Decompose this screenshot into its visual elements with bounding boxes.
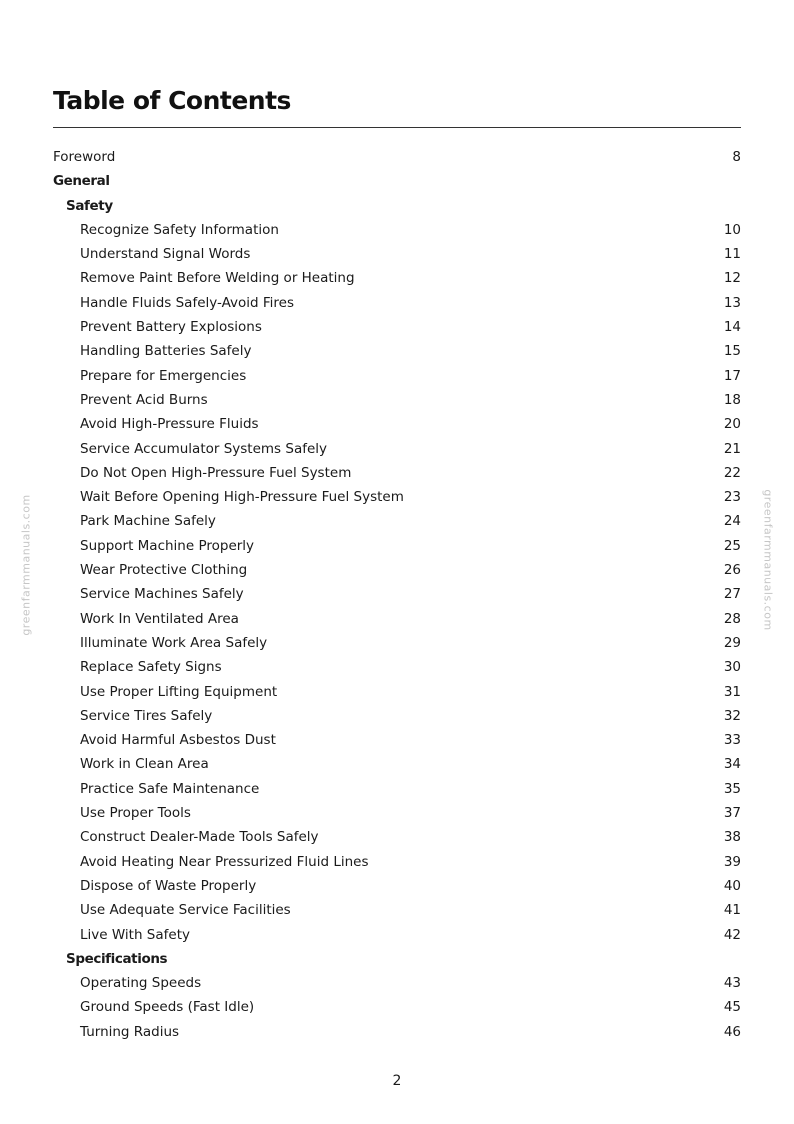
toc-heading-label: Specifications — [66, 950, 168, 967]
toc-entry[interactable] — [53, 801, 741, 825]
toc-entry-page: 23 — [723, 489, 741, 506]
page-number: 2 — [392, 1073, 402, 1089]
toc-heading-general[interactable] — [53, 169, 741, 193]
toc-entry-label: Foreword — [53, 149, 116, 165]
toc-entry[interactable] — [53, 218, 741, 242]
toc-entry-page: 30 — [723, 659, 741, 676]
toc-entry[interactable] — [53, 242, 741, 266]
toc-entry-label: Replace Safety Signs — [80, 659, 222, 676]
page-title: Table of Contents — [53, 86, 291, 115]
toc-entry-label: Practice Safe Maintenance — [80, 780, 260, 797]
toc-entry-page: 27 — [723, 586, 741, 603]
toc-entry-label: Prepare for Emergencies — [80, 367, 247, 384]
toc-entry-page: 12 — [723, 270, 741, 287]
toc-entry[interactable] — [53, 339, 741, 363]
toc-entry-label: Handling Batteries Safely — [80, 343, 252, 360]
toc-heading-label: General — [53, 173, 110, 190]
toc-entry-page: 22 — [723, 464, 741, 481]
toc-entry-label: Service Machines Safely — [80, 586, 244, 603]
toc-heading-specifications[interactable] — [53, 947, 741, 971]
toc-entry[interactable] — [53, 898, 741, 922]
toc-entry-page: 18 — [723, 391, 741, 408]
toc-entry[interactable] — [53, 704, 741, 728]
toc-entry[interactable] — [53, 509, 741, 533]
toc-entry-page: 26 — [723, 562, 741, 579]
toc-entry-label: Handle Fluids Safely-Avoid Fires — [80, 294, 295, 311]
toc-entry-label: Use Proper Lifting Equipment — [80, 683, 278, 700]
toc-heading-label: Safety — [66, 197, 113, 214]
toc-entry-label: Support Machine Properly — [80, 537, 255, 554]
toc-entry[interactable] — [53, 461, 741, 485]
toc-entry[interactable] — [53, 582, 741, 606]
toc-entry-label: Prevent Battery Explosions — [80, 319, 262, 336]
toc-entry[interactable] — [53, 291, 741, 315]
toc-entry[interactable] — [53, 874, 741, 898]
toc-list — [53, 145, 741, 1044]
toc-entry-label: Do Not Open High-Pressure Fuel System — [80, 464, 352, 481]
toc-entry-page: 45 — [723, 999, 741, 1016]
toc-entry-page: 33 — [723, 732, 741, 749]
watermark-left: greenfarmmanuals.com — [19, 494, 33, 636]
toc-entry[interactable] — [53, 825, 741, 849]
toc-entry-label: Work In Ventilated Area — [80, 610, 239, 627]
toc-entry-label: Avoid Harmful Asbestos Dust — [80, 732, 276, 749]
toc-entry-page: 43 — [723, 975, 741, 992]
toc-entry-label: Live With Safety — [80, 926, 190, 943]
toc-entry-page: 41 — [723, 902, 741, 919]
toc-entry-label: Dispose of Waste Properly — [80, 877, 257, 894]
toc-entry[interactable] — [53, 971, 741, 995]
toc-entry-page: 31 — [723, 683, 741, 700]
toc-entry-label: Avoid Heating Near Pressurized Fluid Lines — [80, 853, 369, 870]
toc-entry-label: Turning Radius — [80, 1023, 180, 1040]
toc-entry-page: 10 — [723, 221, 741, 238]
toc-entry-page: 25 — [723, 537, 741, 554]
toc-entry-page: 35 — [723, 780, 741, 797]
toc-entry[interactable] — [53, 558, 741, 582]
toc-entry[interactable] — [53, 388, 741, 412]
toc-entry-label: Wear Protective Clothing — [80, 562, 248, 579]
toc-entry-page: 21 — [723, 440, 741, 457]
toc-entry[interactable] — [53, 412, 741, 436]
toc-entry[interactable] — [53, 728, 741, 752]
toc-entry-label: Service Tires Safely — [80, 707, 213, 724]
toc-entry-label: Service Accumulator Systems Safely — [80, 440, 328, 457]
toc-entry-page: 32 — [723, 707, 741, 724]
toc-entry-page: 38 — [723, 829, 741, 846]
toc-entry-label: Use Proper Tools — [80, 805, 191, 822]
toc-entry-page: 28 — [723, 610, 741, 627]
toc-entry-page: 29 — [723, 634, 741, 651]
toc-entry-page: 40 — [723, 877, 741, 894]
toc-entry[interactable] — [53, 850, 741, 874]
toc-entry-label: Work in Clean Area — [80, 756, 209, 773]
title-divider — [53, 127, 741, 128]
toc-entry[interactable] — [53, 607, 741, 631]
toc-entry[interactable] — [53, 631, 741, 655]
toc-entry-label: Understand Signal Words — [80, 246, 251, 263]
toc-entry-label: Illuminate Work Area Safely — [80, 634, 268, 651]
toc-entry[interactable] — [53, 266, 741, 290]
toc-entry-label: Recognize Safety Information — [80, 221, 279, 238]
toc-entry[interactable] — [53, 1020, 741, 1044]
toc-entry[interactable] — [53, 752, 741, 776]
toc-entry[interactable] — [53, 680, 741, 704]
toc-entry[interactable] — [53, 655, 741, 679]
toc-entry-label: Remove Paint Before Welding or Heating — [80, 270, 355, 287]
toc-entry-page: 13 — [723, 294, 741, 311]
toc-entry-label: Avoid High-Pressure Fluids — [80, 416, 259, 433]
watermark-right: greenfarmmanuals.com — [761, 489, 775, 631]
toc-entry-foreword[interactable] — [53, 145, 741, 169]
toc-entry-label: Operating Speeds — [80, 975, 202, 992]
toc-entry-page: 14 — [723, 319, 741, 336]
toc-entry-page: 39 — [723, 853, 741, 870]
toc-entry[interactable] — [53, 995, 741, 1019]
toc-entry-page: 11 — [723, 246, 741, 263]
toc-entry-label: Ground Speeds (Fast Idle) — [80, 999, 255, 1016]
toc-entry[interactable] — [53, 777, 741, 801]
toc-entry-page: 46 — [723, 1023, 741, 1040]
toc-heading-safety[interactable] — [53, 194, 741, 218]
toc-entry-page: 15 — [723, 343, 741, 360]
toc-entry-label: Use Adequate Service Facilities — [80, 902, 291, 919]
toc-entry[interactable] — [53, 923, 741, 947]
toc-entry-page: 24 — [723, 513, 741, 530]
toc-entry-page: 34 — [723, 756, 741, 773]
toc-entry[interactable] — [53, 364, 741, 388]
toc-entry[interactable] — [53, 437, 741, 461]
toc-entry-label: Wait Before Opening High-Pressure Fuel System — [80, 489, 404, 506]
toc-entry[interactable] — [53, 315, 741, 339]
toc-entry-page: 8 — [732, 149, 741, 165]
toc-entry-page: 20 — [723, 416, 741, 433]
toc-entry-label: Construct Dealer-Made Tools Safely — [80, 829, 319, 846]
toc-entry[interactable] — [53, 485, 741, 509]
toc-entry-label: Park Machine Safely — [80, 513, 216, 530]
toc-entry[interactable] — [53, 534, 741, 558]
toc-entry-label: Prevent Acid Burns — [80, 391, 208, 408]
toc-entry-page: 42 — [723, 926, 741, 943]
toc-entry-page: 17 — [723, 367, 741, 384]
toc-entry-page: 37 — [723, 805, 741, 822]
